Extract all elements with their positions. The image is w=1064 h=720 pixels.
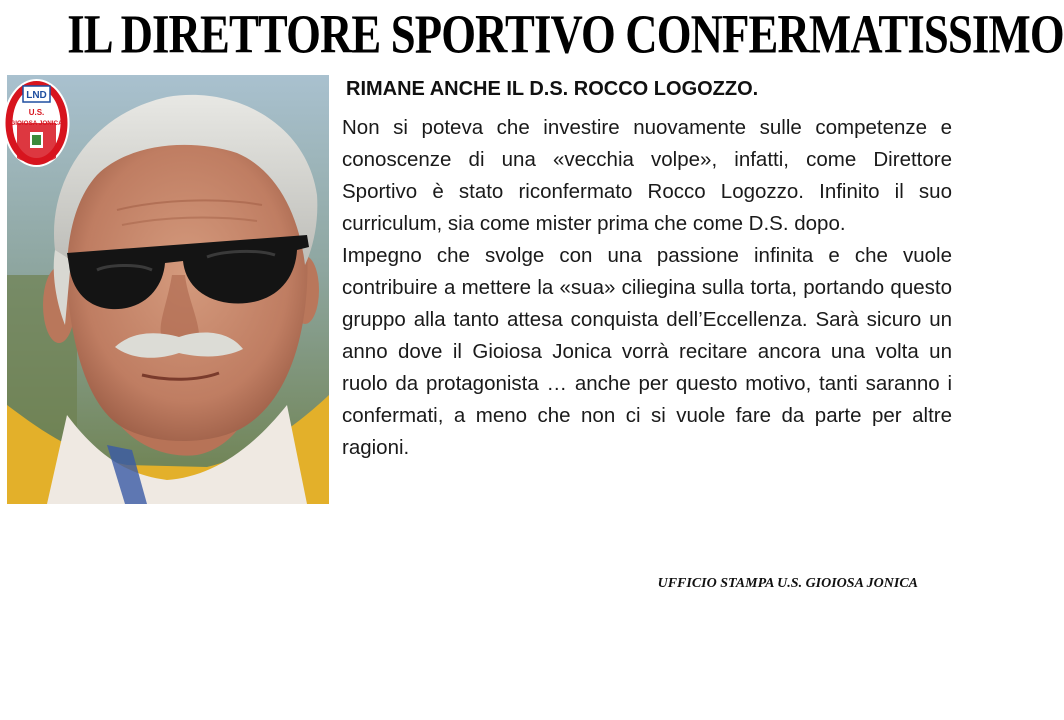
paragraph-2: Impegno che svolge con una passione infinita e che vuole contribuire a mettere la «sua» ciliegina sulla torta, portando questo gruppo alla tanto attesa conquista dell’Eccellenza. Sarà sicuro un anno dove il Gioiosa Jonica vorrà recitare ancora una volta un ruolo da protagonista … anche per questo motivo, tanti saranno i confermati, a meno che non ci si vuole fare da parte per altre ragioni. [342,244,952,459]
article-body [342,112,952,464]
logo-top-text: LND [26,90,47,101]
logo-club-text-1: U.S. [28,108,45,117]
press-office-credit: UFFICIO STAMPA U.S. GIOIOSA JONICA [657,576,918,591]
logo-club-text-2: GIOIOSA JONICA [10,120,63,127]
paragraph-1: Non si poteva che investire nuovamente sulle competenze e conoscenze di una «vecchia volpe», infatti, come Direttore Sportivo è stato riconfermato Rocco Logozzo. Infinito il suo curriculum, sia come mister prima che come D.S. dopo. [342,116,952,235]
subtitle: RIMANE ANCHE IL D.S. ROCCO LOGOZZO. [346,78,759,100]
headline: IL DIRETTORE SPORTIVO CONFERMATISSIMO [67,5,1064,65]
club-logo [3,78,70,168]
